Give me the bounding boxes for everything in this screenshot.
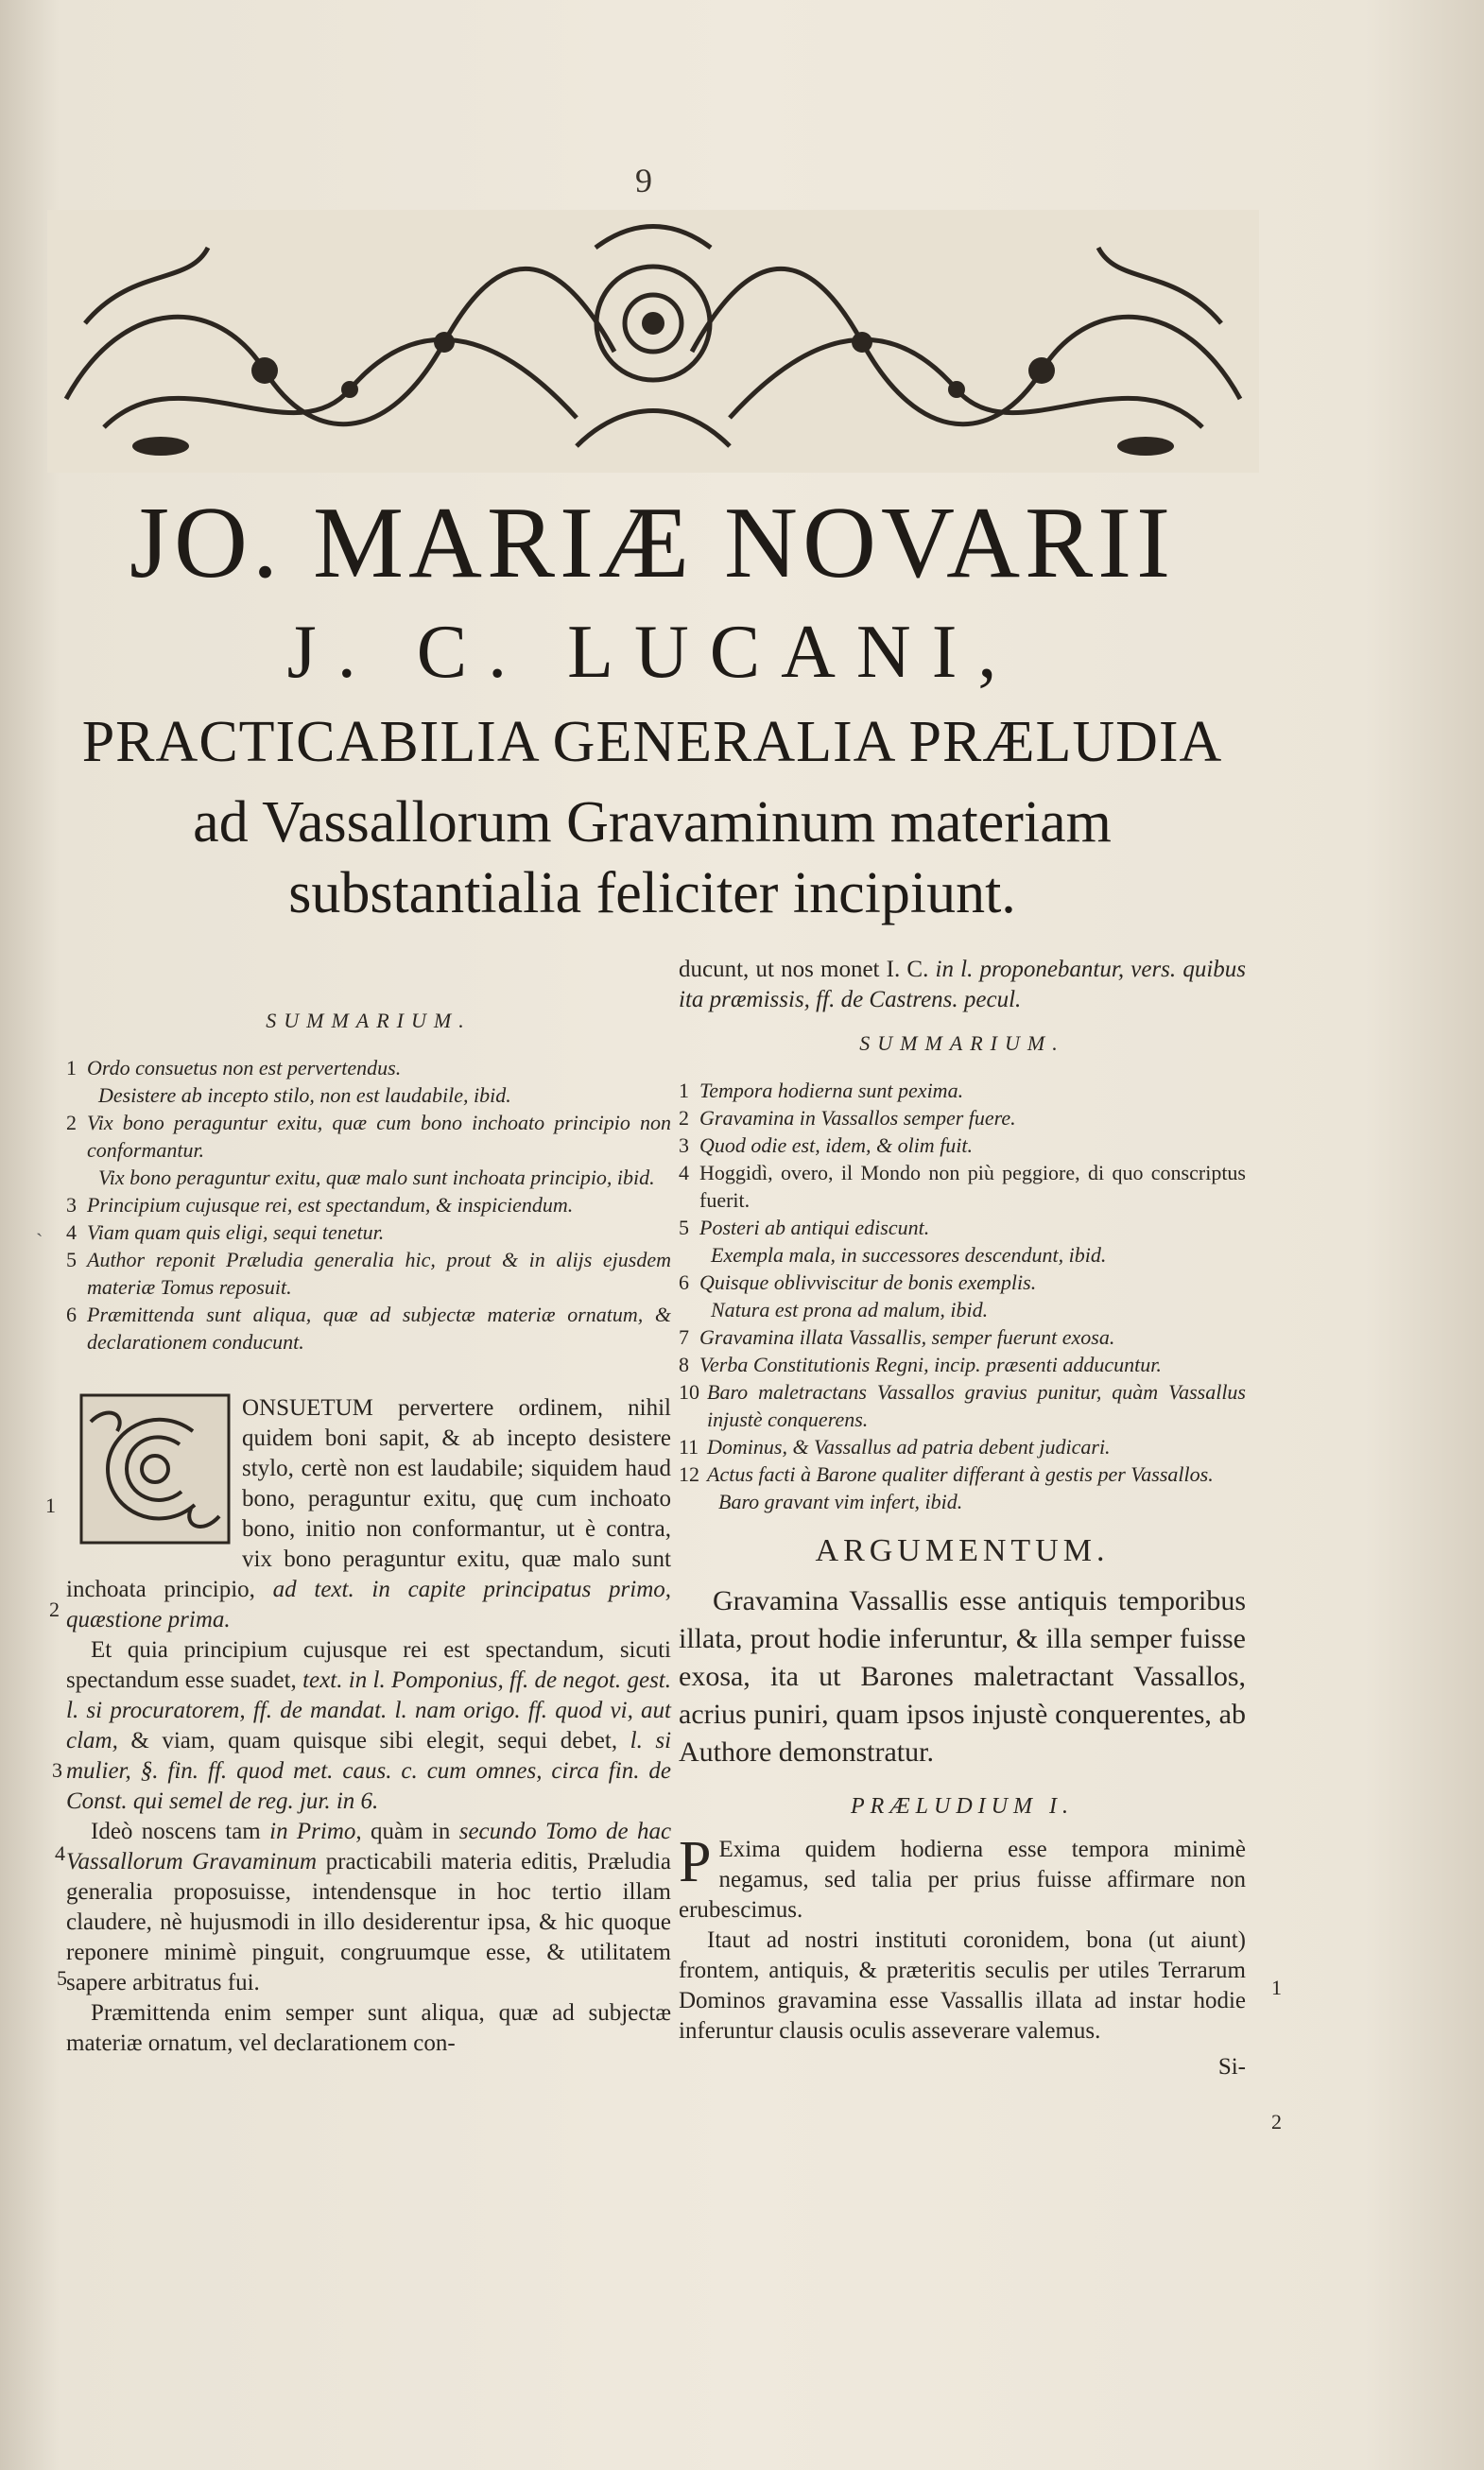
list-item: 4 Hoggidì, overo, il Mondo non più peggiore, di quo conscriptus fuerit. (679, 1161, 1246, 1212)
paragraph: Præmittenda enim semper sunt aliqua, quæ ad subjectæ materiæ ornatum, vel declarationem con- (66, 2000, 671, 2056)
list-item: 3 Quod odie est, idem, & olim fuit. (679, 1133, 974, 1157)
summarium-list (679, 1077, 1246, 1515)
page-number: 9 (635, 162, 652, 199)
page-mark: ` (36, 1229, 43, 1252)
list-item: 3 Principium cujusque rei, est spectandum, & inspiciendum. (66, 1193, 574, 1217)
catchword: Si- (1217, 2054, 1246, 2080)
title-main: PRACTICABILIA GENERALIA PRÆLUDIA (81, 710, 1223, 774)
paragraph: ducunt, ut nos monet I. C. in l. proponebantur, vers. quibus ita præmissis, ff. de Castrens. pecul. (679, 957, 1246, 1012)
list-item: 7 Gravamina illata Vassallis, semper fuerunt exosa. (679, 1325, 1115, 1349)
headpiece-ornament-icon (47, 210, 1259, 473)
margin-number: 5 (57, 1966, 67, 1990)
title-origin: J. C. LUCANI, (286, 611, 1018, 694)
list-item: 5 Author reponit Præludia generalia hic, prout & in alijs ejusdem materiæ Tomus reposuit. (66, 1248, 671, 1299)
margin-number: 1 (1271, 1976, 1282, 1999)
argumentum-heading: ARGUMENTUM. (815, 1533, 1110, 1568)
initial-letter: P (679, 1830, 712, 1894)
body-text-left (66, 1393, 671, 2059)
list-item: 4 Viam quam quis eligi, sequi tenetur. (66, 1220, 385, 1244)
margin-number: 2 (1271, 2110, 1282, 2133)
summarium-list (66, 1054, 671, 1356)
paragraph: ONSUETUM pervertere ordinem, nihil quidem boni sapit, & ab incepto desistere stylo, certè non est laudabile; siquidem haud bono, peraguntur exitu, quę cum inchoato bono, initio non conformantur, ut è contra, vix bono peraguntur exitu, quæ malo sunt inchoata principio, ad text. in capite principatus primo, quæstione prima. (66, 1395, 672, 1632)
praeludium-heading: PRÆLUDIUM I. (851, 1794, 1074, 1819)
paragraph: Ideò noscens tam in Primo, quàm in secundo Tomo de hac Vassallorum Gravaminum practicabili materia editis, Præludia generalia proposuisse, intendensque in hoc tertio illam claudere, nè hujusmodi in illo desiderentur ipsa, & hic quoque reponere minimè pinguit, congruumque esse, & utilitatem sapere arbitratus fui. (66, 1819, 672, 1995)
list-item: 1 Tempora hodierna sunt pexima. (679, 1079, 964, 1102)
list-item: 12 Actus facti à Barone qualiter differant à gestis per Vassallos. Baro gravant vim infert, ibid. (679, 1462, 1214, 1513)
paragraph: Itaut ad nostri instituti coronidem, bona (ut aiunt) frontem, antiquis, & præteritis seculis per utiles Terrarum Dominos gravamina esse Vassallis illata ad instar hodie inferuntur clausis oculis asseverare valemus. (679, 1927, 1246, 2044)
paragraph: P Exima quidem hodierna esse tempora minimè negamus, sed talia per prius fuisse affirmare non erubescimus. (679, 1830, 1246, 1923)
title-subject: ad Vassallorum Gravaminum materiam (193, 790, 1112, 855)
margin-number: 4 (55, 1841, 65, 1865)
list-item: 2 Vix bono peraguntur exitu, quæ cum bono inchoato principio non conformantur. Vix bono peraguntur exitu, quæ malo sunt inchoata principio, ibid. (66, 1111, 671, 1189)
argumentum-text: Gravamina Vassallis esse antiquis temporibus illata, prout hodie inferuntur, & illa semper fuisse exosa, ita ut Barones maletractant Vassallos, acrius puniri, quam ipsos injustè conquerentes, ab Authore demonstratur. (679, 1585, 1246, 1768)
list-item: 2 Gravamina in Vassallos semper fuere. (679, 1106, 1016, 1130)
list-item: 6 Quisque oblivviscitur de bonis exemplis. Natura est prona ad malum, ibid. (679, 1270, 1037, 1321)
list-item: 5 Posteri ab antiqui ediscunt. Exempla mala, in successores descendunt, ibid. (679, 1216, 1107, 1267)
margin-number: 1 (45, 1494, 56, 1517)
title-author: JO. MARIÆ NOVARII (129, 487, 1176, 599)
left-column (66, 993, 671, 2059)
list-item: 10 Baro maletractans Vassallos gravius punitur, quàm Vassallus injustè conquerens. (679, 1380, 1246, 1431)
right-column (679, 955, 1246, 2082)
list-item: 11 Dominus, & Vassallus ad patria debent judicari. (679, 1435, 1111, 1459)
drop-cap-c-icon (79, 1393, 231, 1545)
margin-number: 2 (49, 1598, 60, 1621)
summarium-heading: SUMMARIUM. (859, 1031, 1065, 1055)
summarium-heading: SUMMARIUM. (266, 1009, 472, 1032)
margin-number: 3 (52, 1758, 62, 1782)
list-item: 1 Ordo consuetus non est pervertendus. Desistere ab incepto stilo, non est laudabile, ibid. (66, 1056, 511, 1107)
paragraph: Et quia principium cujusque rei est spectandum, sicuti spectandum esse suadet, text. in l. Pomponius, ff. de negot. gest. l. si procuratorem, ff. de mandat. l. nam origo. ff. quod vi, aut clam, & viam, quam quisque sibi elegit, sequi debet, l. si mulier, §. fin. ff. quod met. caus. c. cum omnes, circa fin. de Const. qui semel de reg. jur. in 6. (66, 1637, 672, 1814)
list-item: 6 Præmittenda sunt aliqua, quæ ad subjectæ materiæ ornatum, & declarationem conducunt. (66, 1303, 671, 1354)
title-subject-cont: substantialia feliciter incipiunt. (288, 861, 1016, 925)
list-item: 8 Verba Constitutionis Regni, incip. præsenti adducuntur. (679, 1353, 1162, 1376)
